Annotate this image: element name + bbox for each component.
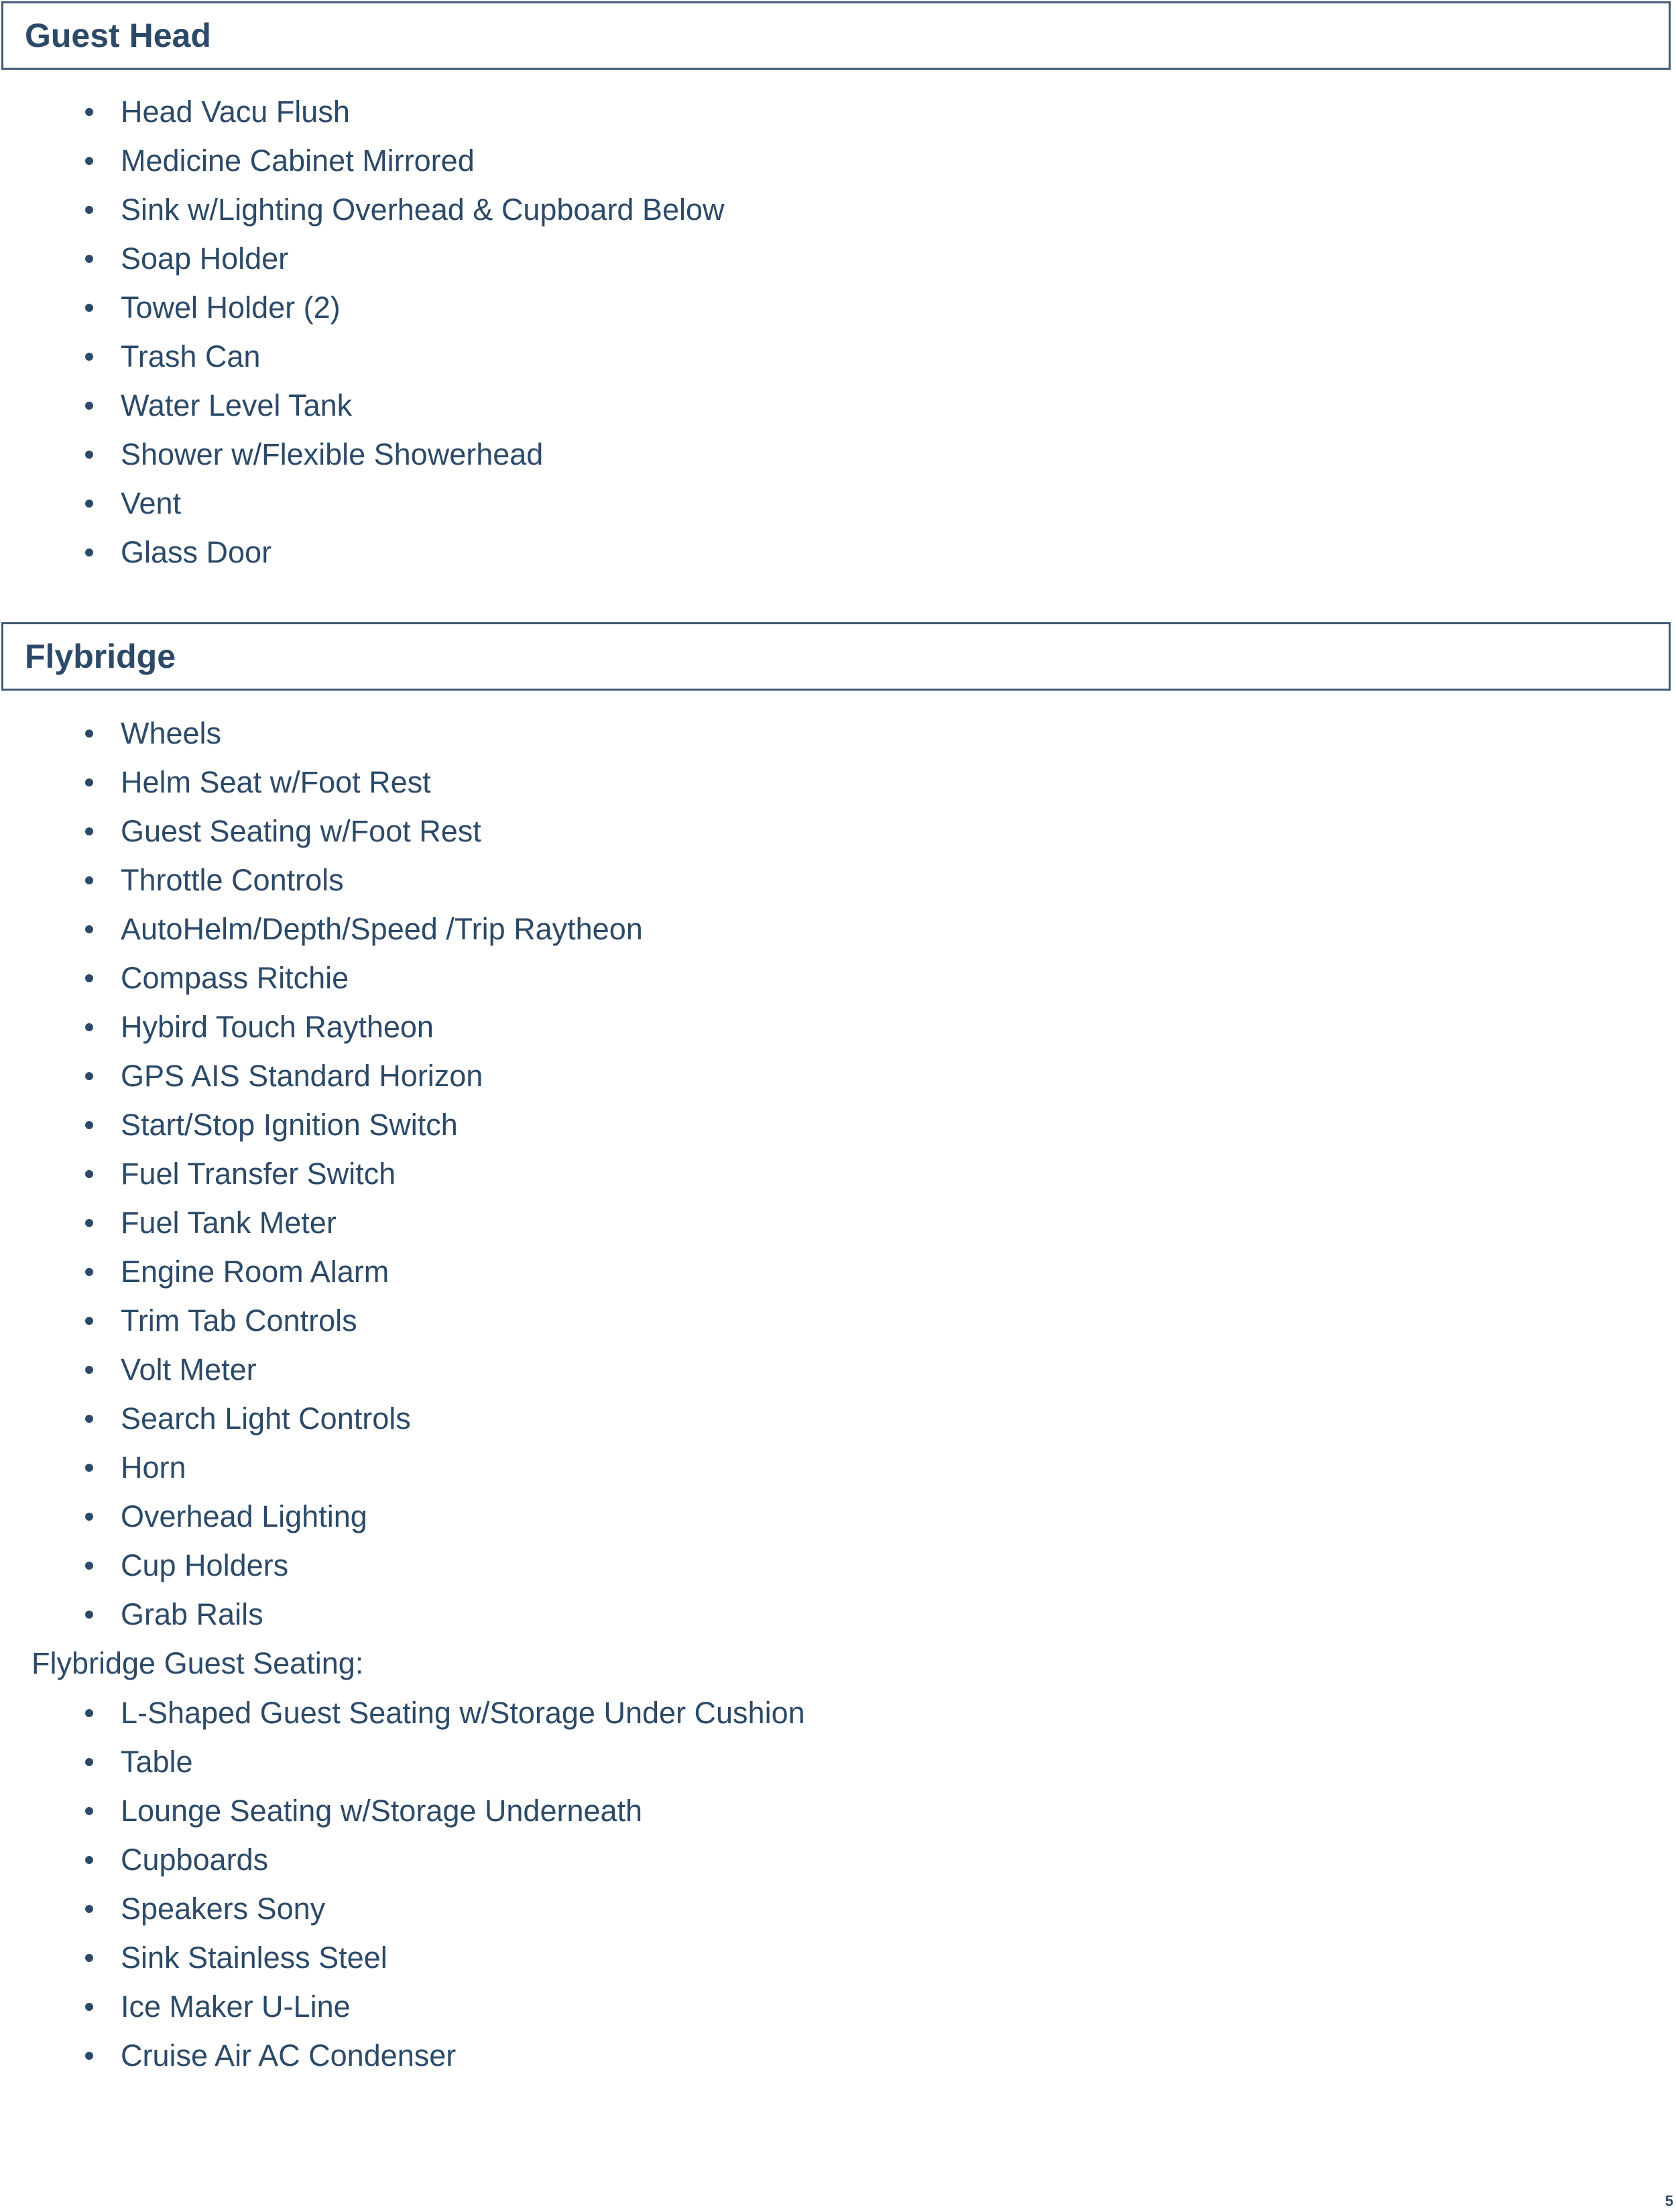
list-item: Glass Door: [0, 528, 725, 577]
bullet-icon: [85, 1366, 93, 1374]
bullet-icon: [85, 206, 93, 214]
bullet-icon: [85, 1905, 93, 1913]
bullet-icon: [85, 1170, 93, 1178]
bullet-icon: [85, 778, 93, 787]
list-item: Speakers Sony: [0, 1884, 805, 1933]
list-item: Shower w/Flexible Showerhead: [0, 430, 725, 479]
bullet-icon: [85, 1464, 93, 1472]
bullet-icon: [85, 1954, 93, 1962]
bullet-icon: [85, 1072, 93, 1080]
bullet-icon: [85, 1856, 93, 1864]
list-item: AutoHelm/Depth/Speed /Trip Raytheon: [0, 905, 643, 953]
list-item: Sink w/Lighting Overhead & Cupboard Below: [0, 185, 725, 234]
list-item: Trim Tab Controls: [0, 1296, 643, 1345]
list-item: Vent: [0, 479, 725, 528]
list-item: Start/Stop Ignition Switch: [0, 1100, 643, 1149]
page-number: 5: [1665, 2193, 1673, 2209]
bullet-icon: [85, 827, 93, 835]
list-item: GPS AIS Standard Horizon: [0, 1051, 643, 1100]
list-item: Head Vacu Flush: [0, 87, 725, 136]
section-header-guest-head: [1, 1, 1671, 70]
bullet-icon: [85, 1807, 93, 1815]
list-item: Fuel Transfer Switch: [0, 1149, 643, 1198]
bullet-icon: [85, 974, 93, 982]
list-item: Guest Seating w/Foot Rest: [0, 807, 643, 856]
flybridge-guest-seating-list: [0, 1688, 805, 2080]
section-header-flybridge: [1, 622, 1671, 691]
bullet-icon: [85, 548, 93, 557]
bullet-icon: [85, 925, 93, 933]
list-item: Search Light Controls: [0, 1394, 643, 1443]
list-item: Engine Room Alarm: [0, 1247, 643, 1296]
bullet-icon: [85, 730, 93, 738]
list-item: Cruise Air AC Condenser: [0, 2031, 805, 2080]
bullet-icon: [85, 1415, 93, 1423]
list-item: Wheels: [0, 709, 643, 758]
list-item: Sink Stainless Steel: [0, 1933, 805, 1982]
list-item: Towel Holder (2): [0, 283, 725, 332]
list-item: Grab Rails: [0, 1590, 643, 1639]
bullet-icon: [85, 1709, 93, 1717]
bullet-icon: [85, 304, 93, 312]
list-item: L-Shaped Guest Seating w/Storage Under Cushion: [0, 1688, 805, 1737]
list-item: Overhead Lighting: [0, 1492, 643, 1541]
list-item: Soap Holder: [0, 234, 725, 283]
bullet-icon: [85, 157, 93, 165]
flybridge-list: [0, 709, 643, 1639]
bullet-icon: [85, 108, 93, 116]
list-item: Volt Meter: [0, 1345, 643, 1394]
bullet-icon: [85, 1758, 93, 1766]
bullet-icon: [85, 2003, 93, 2011]
list-item: Throttle Controls: [0, 856, 643, 905]
list-item: Cup Holders: [0, 1541, 643, 1590]
list-item: Compass Ritchie: [0, 953, 643, 1002]
bullet-icon: [85, 1317, 93, 1325]
bullet-icon: [85, 1121, 93, 1129]
bullet-icon: [85, 1023, 93, 1031]
list-item: Lounge Seating w/Storage Underneath: [0, 1786, 805, 1835]
bullet-icon: [85, 1611, 93, 1619]
list-item: Trash Can: [0, 332, 725, 381]
list-item: Table: [0, 1737, 805, 1786]
bullet-icon: [85, 1219, 93, 1227]
bullet-icon: [85, 451, 93, 459]
list-item: Hybird Touch Raytheon: [0, 1002, 643, 1051]
bullet-icon: [85, 353, 93, 361]
list-item: Ice Maker U-Line: [0, 1982, 805, 2031]
bullet-icon: [85, 1513, 93, 1521]
bullet-icon: [85, 2052, 93, 2060]
bullet-icon: [85, 1268, 93, 1276]
section-title: Guest Head: [25, 17, 211, 54]
section-title: Flybridge: [25, 638, 176, 675]
bullet-icon: [85, 876, 93, 884]
list-item: Fuel Tank Meter: [0, 1198, 643, 1247]
list-item: Horn: [0, 1443, 643, 1492]
bullet-icon: [85, 1562, 93, 1570]
bullet-icon: [85, 255, 93, 263]
subsection-label: Flybridge Guest Seating:: [32, 1646, 364, 1680]
bullet-icon: [85, 402, 93, 410]
bullet-icon: [85, 500, 93, 508]
list-item: Medicine Cabinet Mirrored: [0, 136, 725, 185]
guest-head-list: [0, 87, 725, 577]
list-item: Helm Seat w/Foot Rest: [0, 758, 643, 807]
list-item: Water Level Tank: [0, 381, 725, 430]
list-item: Cupboards: [0, 1835, 805, 1884]
